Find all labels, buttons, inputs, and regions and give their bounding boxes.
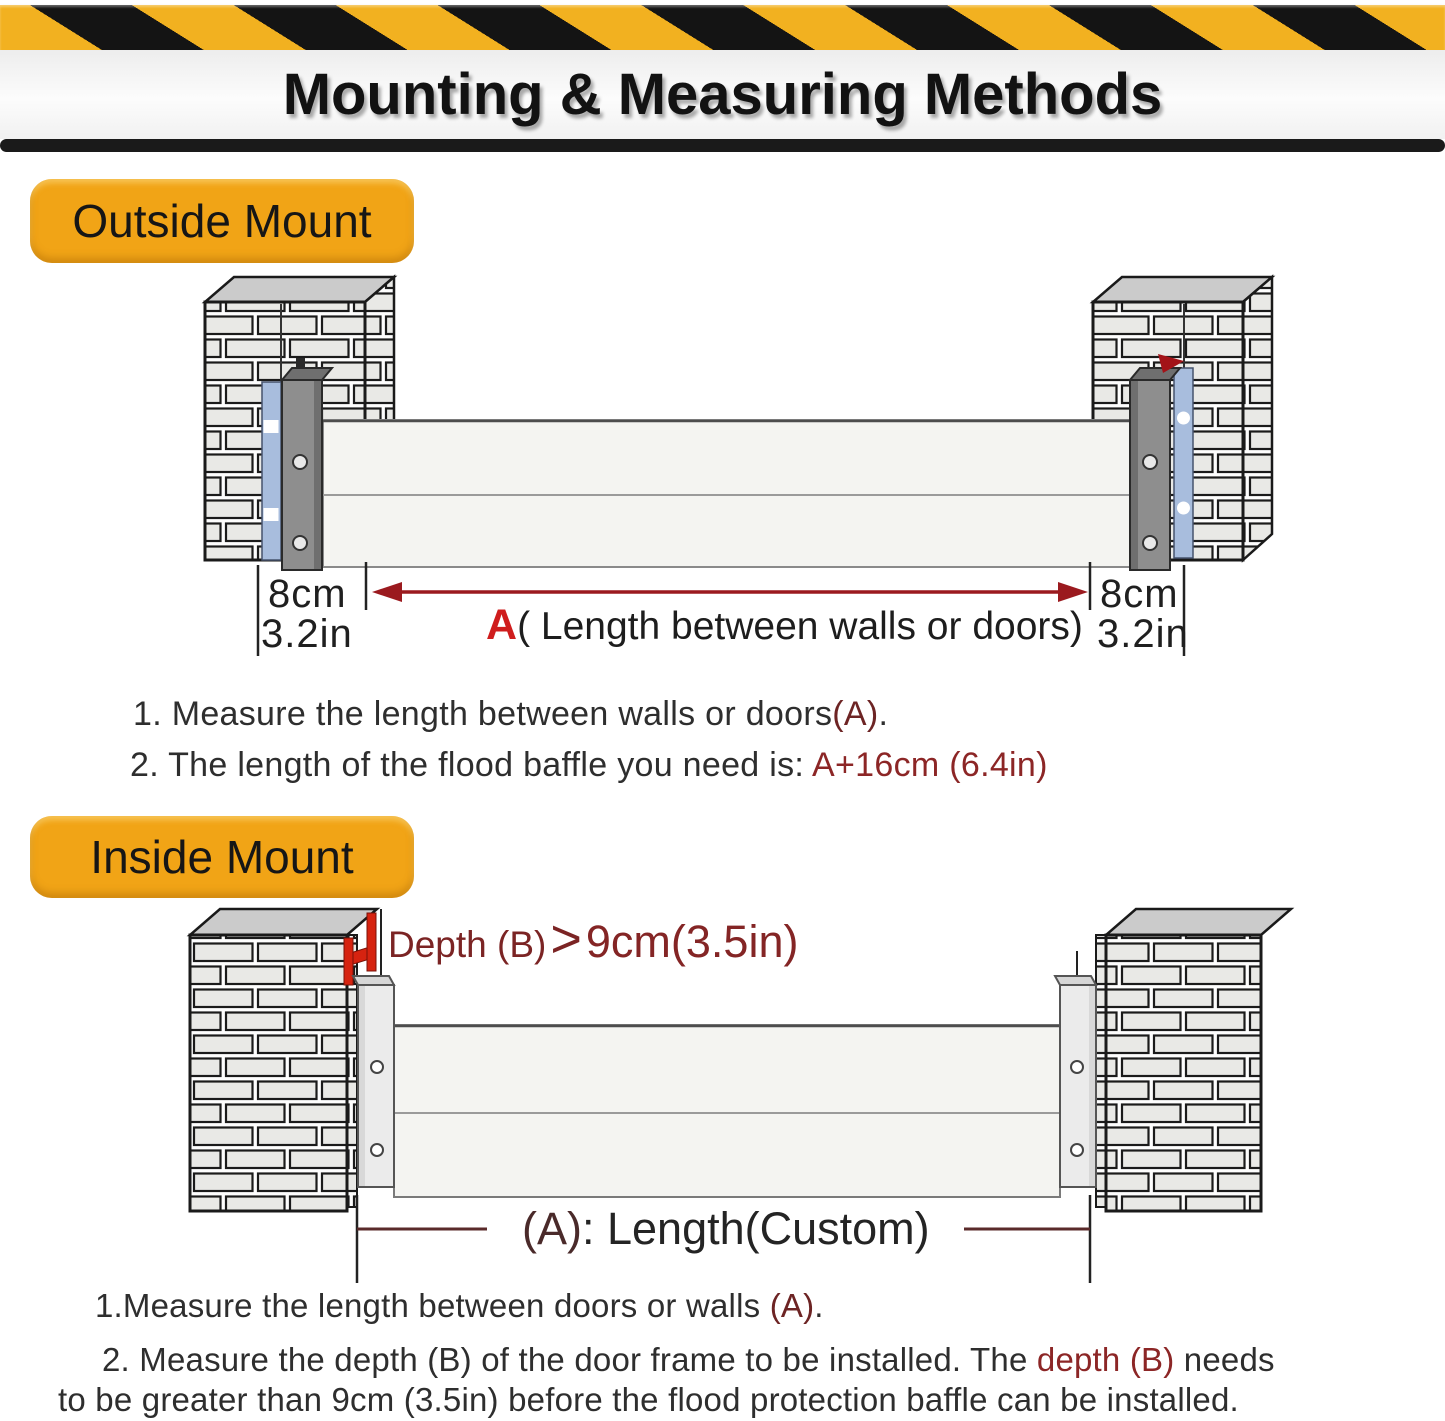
inside-right-channel-bracket: [1055, 951, 1096, 1187]
hazard-stripe-banner: [0, 5, 1445, 50]
page-title: Mounting & Measuring Methods: [282, 62, 1163, 127]
inside-mount-badge-label: Inside Mount: [90, 831, 354, 883]
outside-flood-barrier-panel: [323, 420, 1130, 567]
title-underline-bar: [0, 139, 1445, 152]
overlap-left-in-label: 3.2in: [261, 612, 353, 656]
greater-than-symbol: >: [550, 909, 582, 969]
overlap-left-cm-label: 8cm: [268, 572, 347, 616]
width-arrow: [372, 582, 1088, 602]
inside-flood-barrier-panel: [394, 1025, 1060, 1197]
length-formula: A+16cm (6.4in): [812, 746, 1048, 784]
span-label-text: ( Length between walls or doors): [517, 605, 1083, 648]
span-length-label: [486, 601, 1083, 649]
inside-mount-badge: [30, 816, 414, 898]
title-band: [0, 50, 1445, 139]
inside-step-2-line-2: to be greater than 9cm (3.5in) before the flood protection baffle can be installed.: [58, 1381, 1239, 1418]
inside-left-channel-bracket: [353, 976, 394, 1187]
overlap-right-in-label: 3.2in: [1097, 612, 1189, 656]
inside-right-brick-pillar: [1096, 909, 1291, 1211]
overlap-right-cm-label: 8cm: [1100, 572, 1179, 616]
outside-mount-badge-label: Outside Mount: [72, 195, 372, 247]
inside-step-1: 1.Measure the length between doors or walls (A).: [95, 1287, 824, 1324]
outside-mount-badge: [30, 179, 414, 263]
inside-step-2-line-1: 2. Measure the depth (B) of the door frame to be installed. The depth (B) needs: [102, 1341, 1275, 1378]
outside-step-1: 1. Measure the length between walls or doors(A).: [133, 695, 889, 733]
custom-length-label: (A): Length(Custom): [522, 1203, 930, 1254]
outside-step-2: 2. The length of the flood baffle you need is: A+16cm (6.4in): [130, 746, 1048, 784]
span-letter-a: A: [486, 601, 518, 649]
depth-requirement-label: Depth (B) > 9cm(3.5in): [388, 909, 799, 969]
